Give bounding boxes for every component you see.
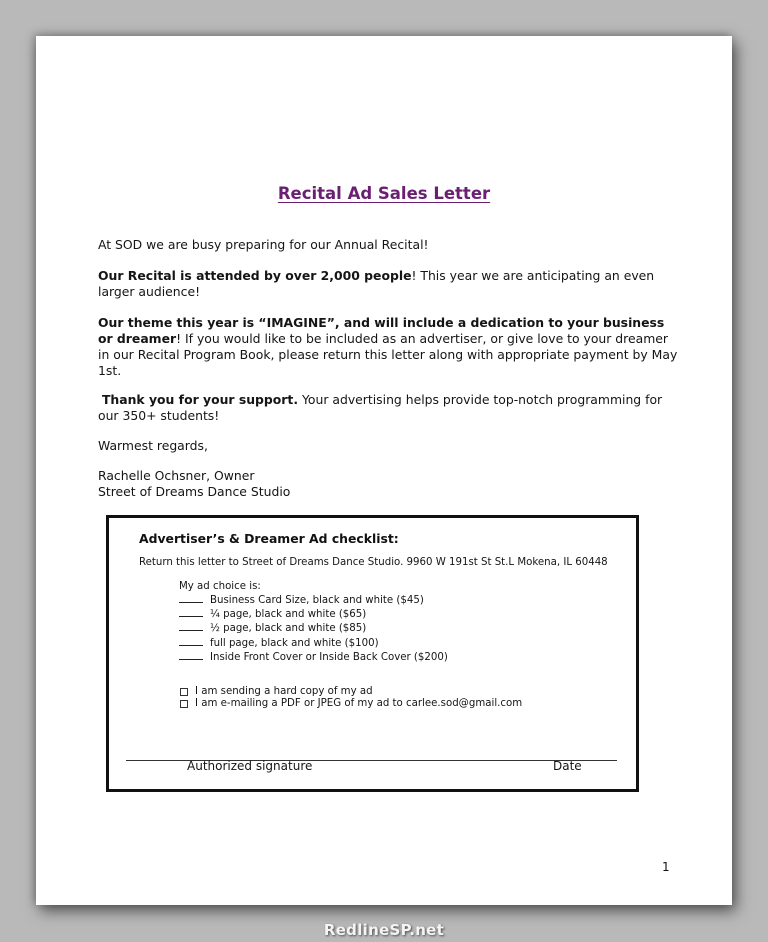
intro-paragraph: At SOD we are busy preparing for our Annual Recital! xyxy=(98,237,429,252)
delivery-option-label: I am sending a hard copy of my ad xyxy=(195,686,373,697)
thanks-paragraph xyxy=(98,392,678,424)
signer-name: Rachelle Ochsner, Owner xyxy=(98,468,255,483)
watermark-text: RedlineSP.net xyxy=(323,921,445,939)
ad-option-label: Inside Front Cover or Inside Back Cover ($200) xyxy=(210,651,448,663)
attendance-text: ! This year we are anticipating an even larger audience! xyxy=(98,268,655,299)
page-number: 1 xyxy=(662,860,670,874)
ad-option-label: ½ page, black and white ($85) xyxy=(210,623,367,635)
thanks-text: Your advertising helps provide top-notch programming for our 350+ students! xyxy=(98,392,663,423)
blank-line[interactable] xyxy=(179,636,203,646)
ad-option[interactable] xyxy=(179,650,448,664)
return-address: Return this letter to Street of Dreams Dance Studio. 9960 W 191st St St.L Mokena, IL 60448 xyxy=(139,557,608,568)
ad-option[interactable] xyxy=(179,607,448,621)
blank-line[interactable] xyxy=(179,621,203,631)
closing-text: Warmest regards, xyxy=(98,438,208,453)
checkbox-icon[interactable] xyxy=(180,700,188,708)
ad-option[interactable] xyxy=(179,621,448,635)
blank-line[interactable] xyxy=(179,650,203,660)
theme-text: ! If you would like to be included as an advertiser, or give love to your dreamer in our Recital Program Book, please return this letter along with appropriate payment by May 1st. xyxy=(98,331,678,378)
attendance-paragraph xyxy=(98,268,678,300)
ad-option-label: full page, black and white ($100) xyxy=(210,637,379,649)
delivery-option-email[interactable] xyxy=(179,698,522,710)
signature-block xyxy=(98,468,678,500)
date-label: Date xyxy=(553,759,582,773)
ad-choice-label: My ad choice is: xyxy=(179,581,261,592)
delivery-option-label: I am e-mailing a PDF or JPEG of my ad to carlee.sod@gmail.com xyxy=(195,698,523,710)
delivery-options-list xyxy=(179,686,522,710)
ad-option-label: ¼ page, black and white ($65) xyxy=(210,609,367,621)
checklist-heading: Advertiser’s & Dreamer Ad checklist: xyxy=(139,531,399,546)
ad-option[interactable] xyxy=(179,636,448,650)
theme-paragraph xyxy=(98,315,678,379)
checkbox-icon[interactable] xyxy=(180,688,188,696)
thanks-bold-text: Thank you for your support. xyxy=(101,392,299,407)
blank-line[interactable] xyxy=(179,593,203,603)
ad-option-label: Business Card Size, black and white ($45) xyxy=(210,595,424,606)
signer-organization: Street of Dreams Dance Studio xyxy=(98,484,291,499)
document-page xyxy=(36,36,732,905)
ad-option[interactable] xyxy=(179,593,448,607)
delivery-option-hard-copy[interactable] xyxy=(179,686,522,698)
ad-options-list xyxy=(179,593,448,664)
attendance-bold-text: Our Recital is attended by over 2,000 people xyxy=(98,268,412,283)
blank-line[interactable] xyxy=(179,607,203,617)
theme-bold-text: Our theme this year is “IMAGINE”, and will include a dedication to your business or dreamer xyxy=(98,315,665,346)
ad-checklist-box xyxy=(106,515,639,792)
signature-label: Authorized signature xyxy=(187,759,313,773)
document-title: Recital Ad Sales Letter xyxy=(277,184,491,203)
